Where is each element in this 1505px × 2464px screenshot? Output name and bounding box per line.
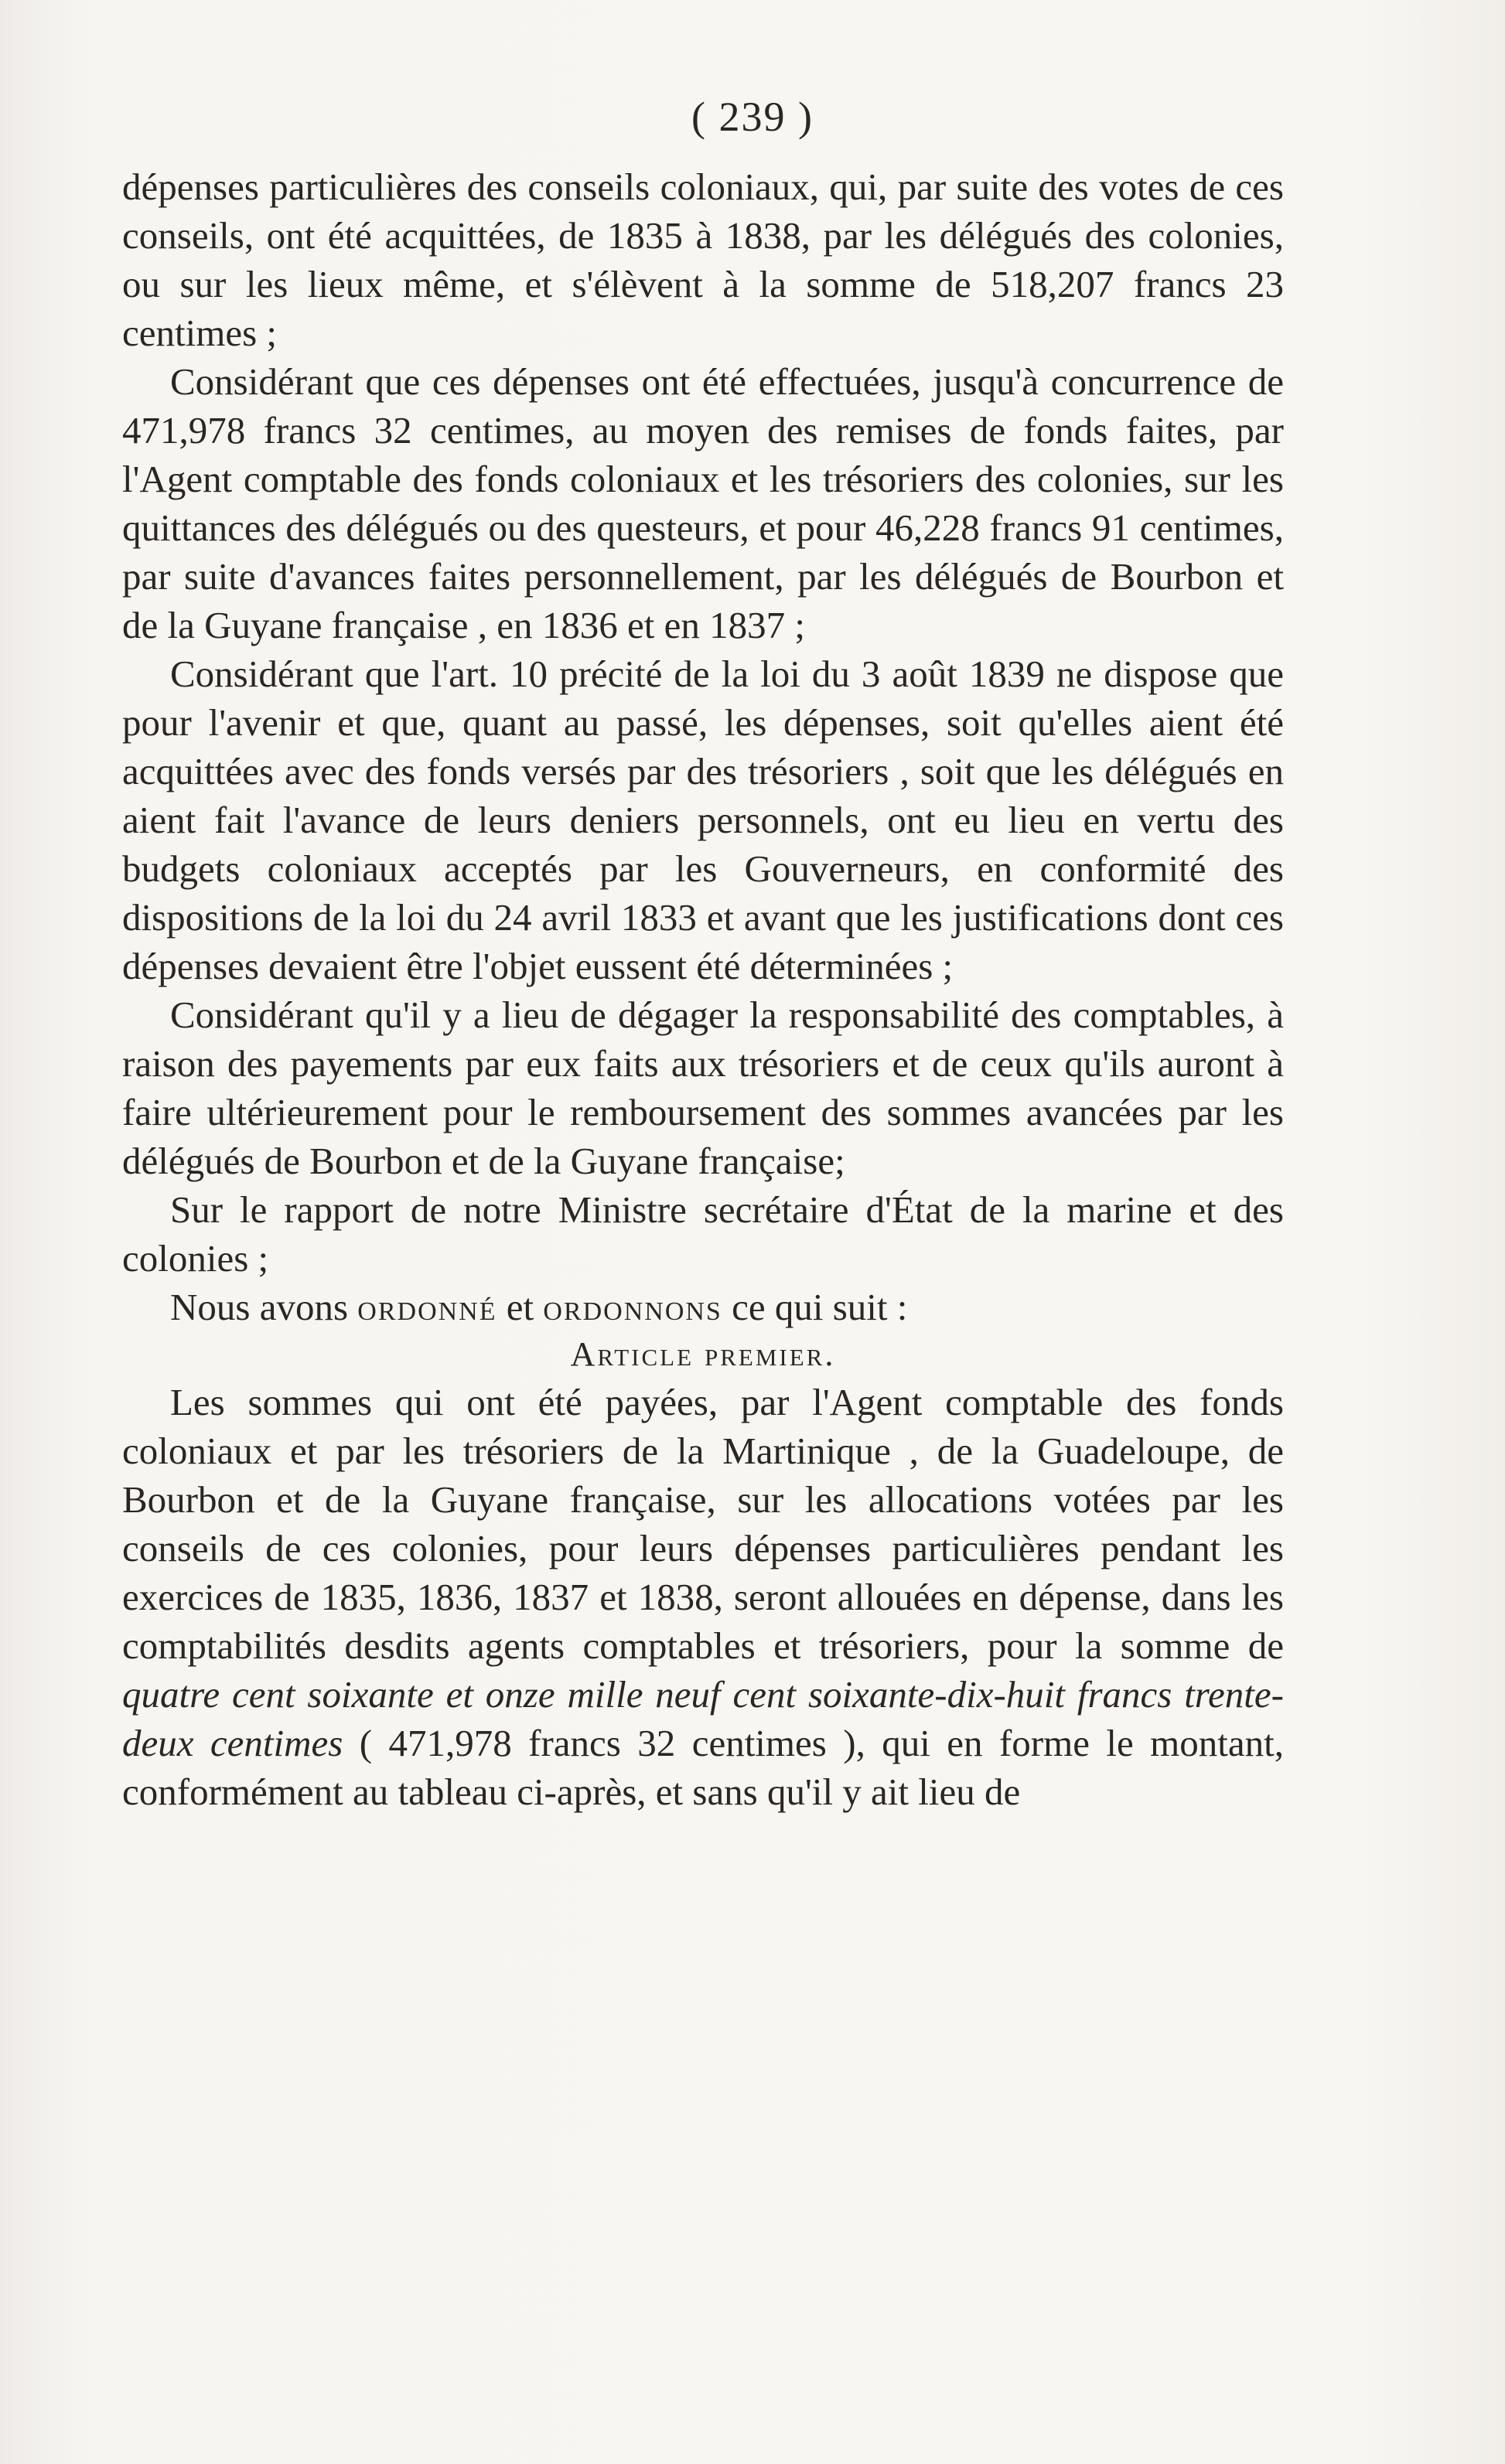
p6-mid: et — [497, 1286, 544, 1328]
paragraph-1: dépenses particulières des conseils coloniaux, qui, par suite des votes de ces conseils, ont été acquittées, de 1835 à 1838, par les délégués des colonies, ou sur les lieux même, et s'élèvent à la somme de 518,207 francs 23 centimes ; — [122, 165, 1284, 354]
paragraph-5: Sur le rapport de notre Ministre secrétaire d'État de la marine et des colonies ; — [122, 1188, 1284, 1280]
p6-end: ce qui suit : — [722, 1286, 908, 1328]
paragraph-7 — [122, 1378, 1284, 1816]
paragraph-4: Considérant qu'il y a lieu de dégager la responsabilité des comptables, à raison des payements par eux faits aux trésoriers et de ceux qu'ils auront à faire ultérieurement pour le remboursement des sommes avancées par les délégués de Bourbon et de la Guyane française; — [122, 993, 1284, 1182]
ordonne-word: ordonné — [357, 1286, 497, 1328]
paragraph-6 — [122, 1283, 1284, 1331]
p7-start: Les sommes qui ont été payées, par l'Agent comptable des fonds coloniaux et par les trésoriers de la Martinique , de la Guadeloupe, de Bourbon et de la Guyane française, sur les allocations votées par les conseils de ces colonies, pour leurs dépenses particulières pendant les exercices de 1835, 1836, 1837 et 1838, seront allouées en dépense, dans les comptabilités desdits agents comptables et trésoriers, pour la somme de — [122, 1381, 1284, 1667]
p7-amount-words: quatre cent soixante et onze mille neuf cent soixante-dix-huit francs trente-deux centimes — [122, 1673, 1284, 1764]
paragraph-3: Considérant que l'art. 10 précité de la loi du 3 août 1839 ne dispose que pour l'avenir et que, quant au passé, les dépenses, soit qu'elles aient été acquittées avec des fonds versés par des trésoriers , soit que les délégués en aient fait l'avance de leurs deniers personnels, ont eu lieu en vertu des budgets coloniaux acceptés par les Gouverneurs, en conformité des dispositions de la loi du 24 avril 1833 et avant que les justifications dont ces dépenses devaient être l'objet eussent été déterminées ; — [122, 653, 1284, 987]
paragraph-2: Considérant que ces dépenses ont été effectuées, jusqu'à concurrence de 471,978 francs 32 centimes, au moyen des remises de fonds faites, par l'Agent comptable des fonds coloniaux et les trésoriers des colonies, sur les quittances des délégués ou des questeurs, et pour 46,228 francs 91 centimes, par suite d'avances faites personnellement, par les délégués de Bourbon et de la Guyane française , en 1836 et en 1837 ; — [122, 360, 1284, 646]
ordonnons-word: ordonnons — [543, 1286, 722, 1328]
body-text — [122, 162, 1284, 1816]
page-number: ( 239 ) — [691, 94, 814, 140]
article-heading: Article premier. — [570, 1335, 836, 1373]
p7-end: ( 471,978 francs 32 centimes ), qui en forme le montant, conformément au tableau ci-après, et sans qu'il y ait lieu de — [122, 1722, 1284, 1813]
p6-start: Nous avons — [170, 1286, 358, 1328]
